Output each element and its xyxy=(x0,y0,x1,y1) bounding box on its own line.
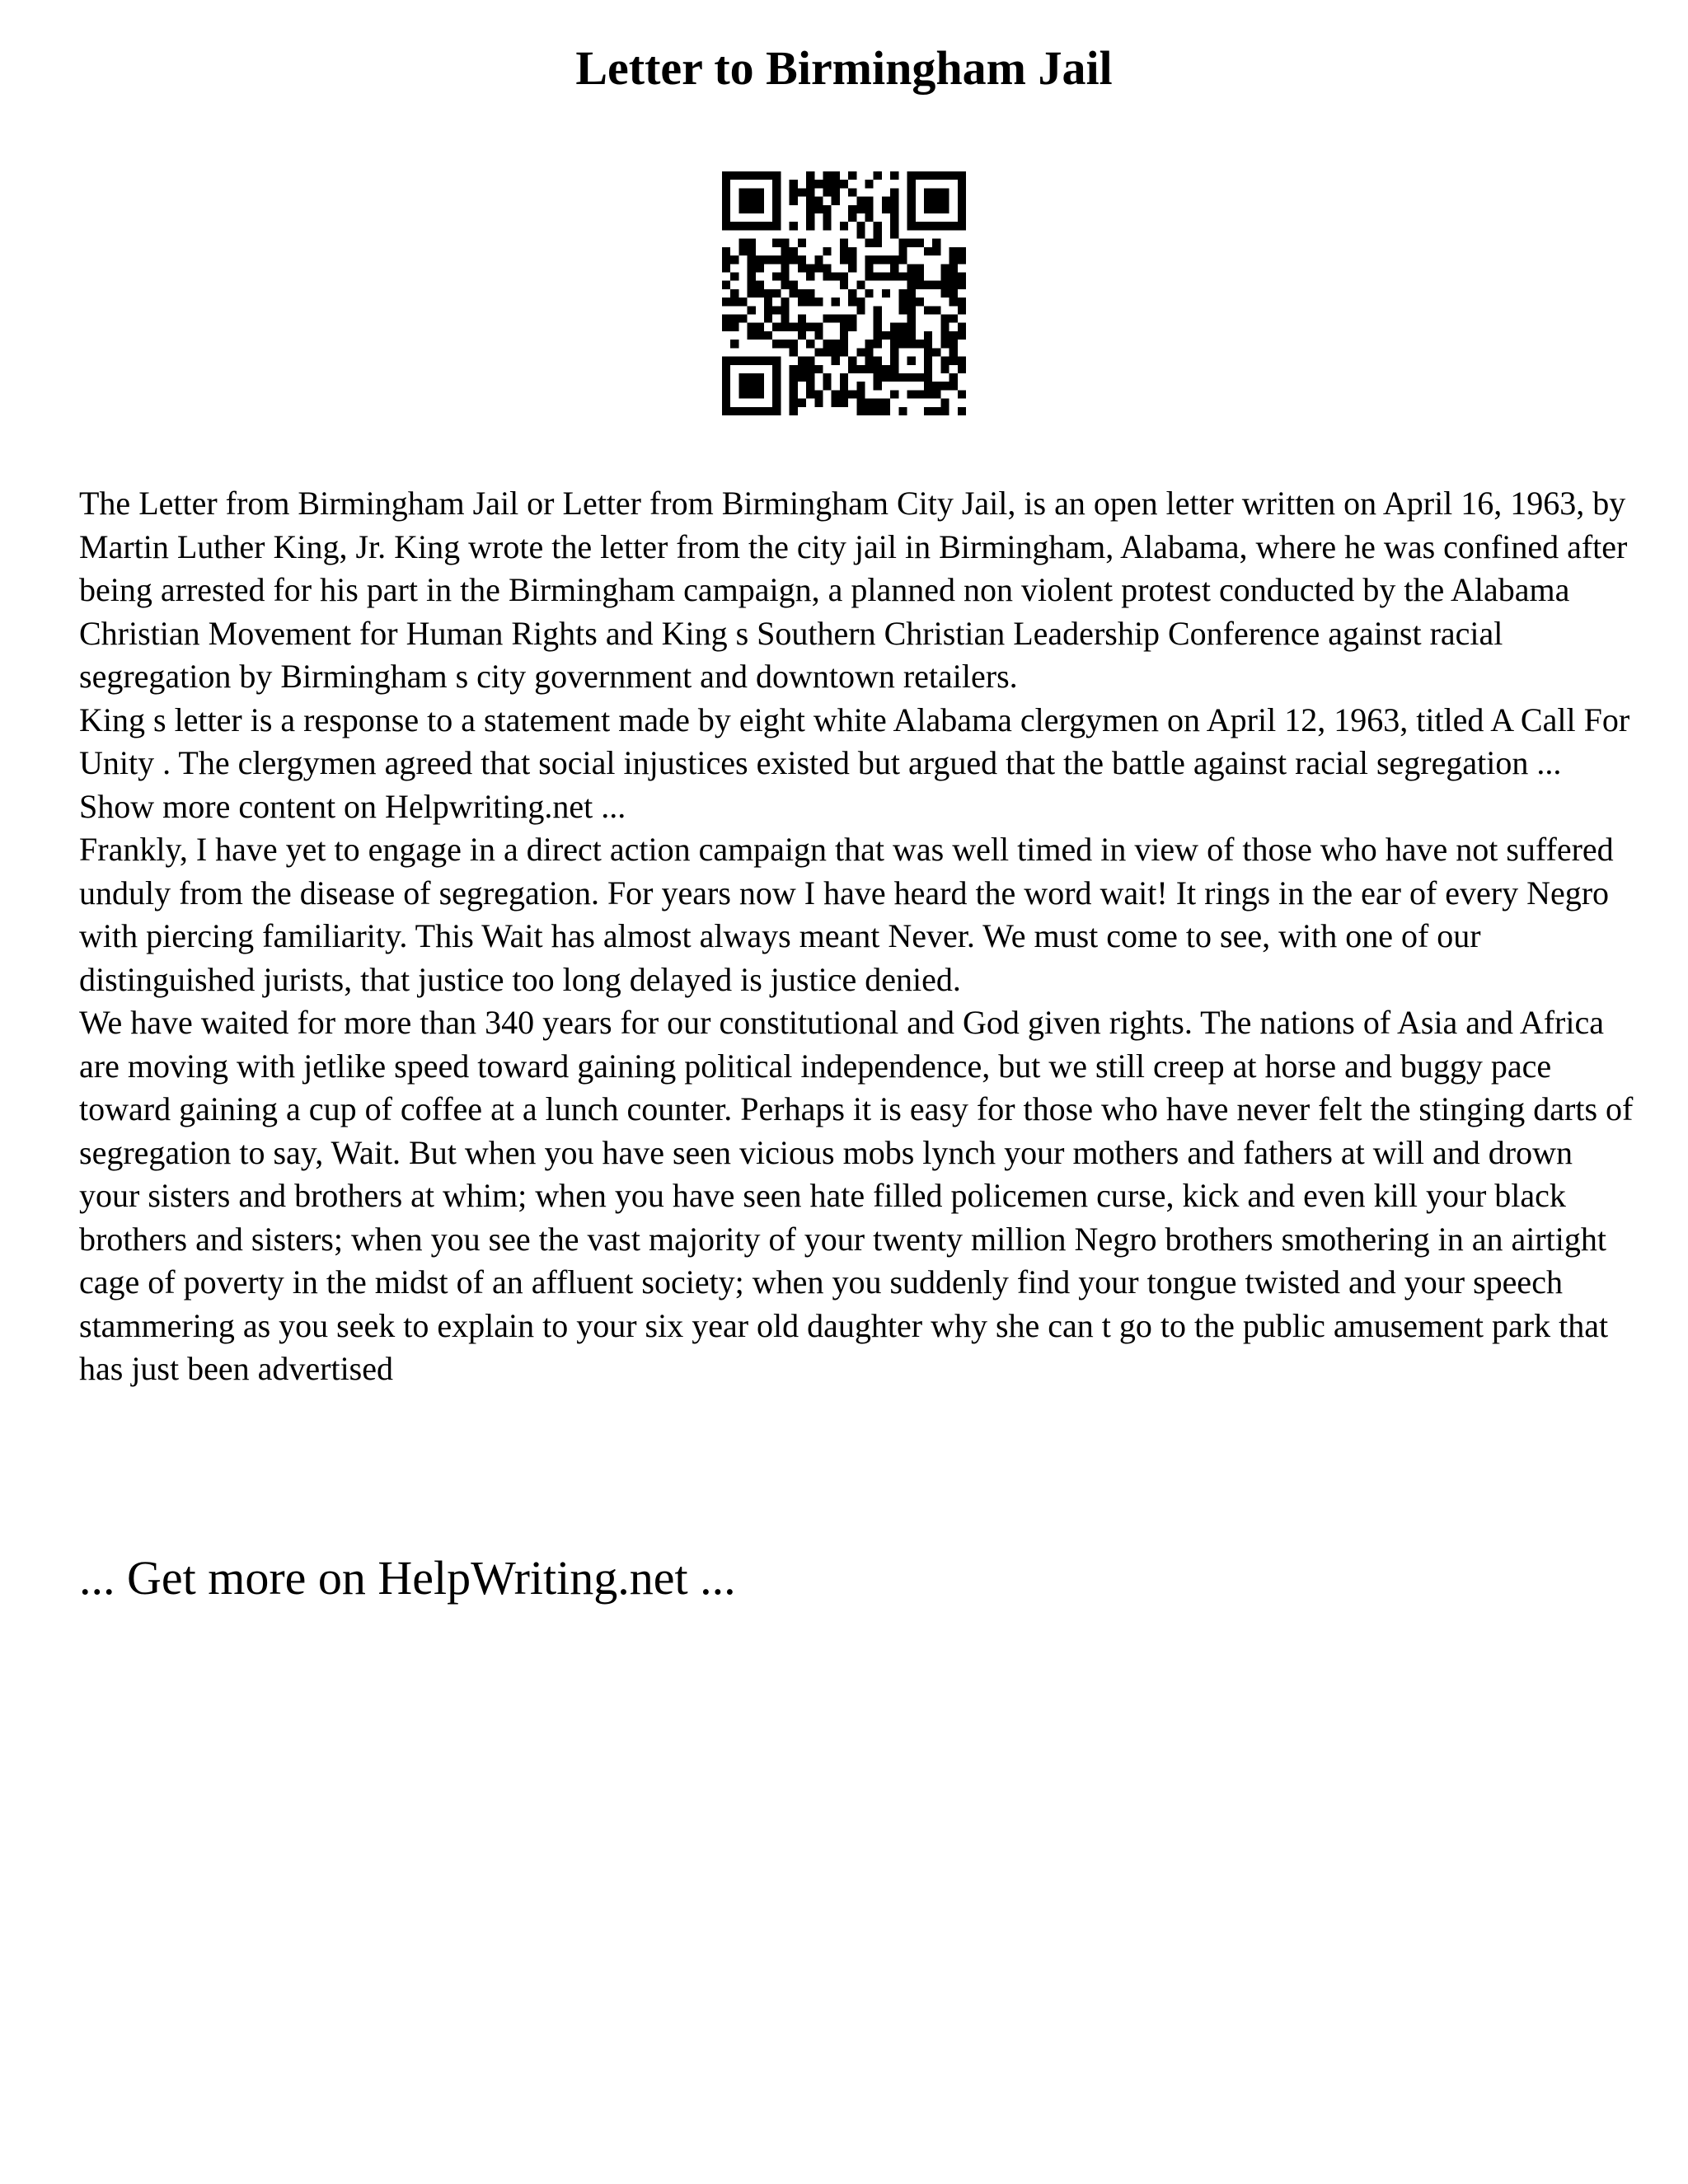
paragraph: We have waited for more than 340 years for our constitutional and God given rights. The nations of Asia and Africa are moving with jetlike speed toward gaining political independence, but we still creep at horse and buggy pace toward gaining a cup of coffee at a lunch counter. Perhaps it is easy for those who have never felt the stinging darts of segregation to say, Wait. But when you have seen vicious mobs lynch your mothers and fathers at will and drown your sisters and brothers at whim; when you have seen hate filled policemen curse, kick and even kill your black brothers and sisters; when you see the vast majority of your twenty million Negro brothers smothering in an airtight cage of poverty in the midst of an affluent society; when you suddenly find your tongue twisted and your speech stammering as you seek to explain to your six year old daughter why she can t go to the public amusement park that has just been advertised xyxy=(79,1004,1634,1387)
paragraph: The Letter from Birmingham Jail or Letter from Birmingham City Jail, is an open letter written on April 16, 1963, by Martin Luther King, Jr. King wrote the letter from the city jail in Birmingham, Alabama, where he was confined after being arrested for his part in the Birmingham campaign, a planned non violent protest conducted by the Alabama Christian Movement for Human Rights and King s Southern Christian Leadership Conference against racial segregation by Birmingham s city government and downtown retailers. xyxy=(79,485,1628,695)
paragraph: King s letter is a response to a statement made by eight white Alabama clergymen on April 12, 1963, titled A Call For Unity . The clergymen agreed that social injustices existed but argued that the battle against racial segregation ... Show more content on Helpwriting.net ... xyxy=(79,701,1630,825)
get-more-link[interactable]: ... Get more on HelpWriting.net ... xyxy=(79,1551,736,1605)
qr-code-icon xyxy=(722,171,966,415)
paragraph: Frankly, I have yet to engage in a direct action campaign that was well timed in view of those who have not suffered unduly from the disease of segregation. For years now I have heard the word wait! It rings in the ear of every Negro with piercing familiarity. This Wait has almost always meant Never. We must come to see, with one of our distinguished jurists, that justice too long delayed is justice denied. xyxy=(79,831,1614,998)
page-title: Letter to Birmingham Jail xyxy=(575,41,1113,95)
article-body xyxy=(79,482,1637,1391)
